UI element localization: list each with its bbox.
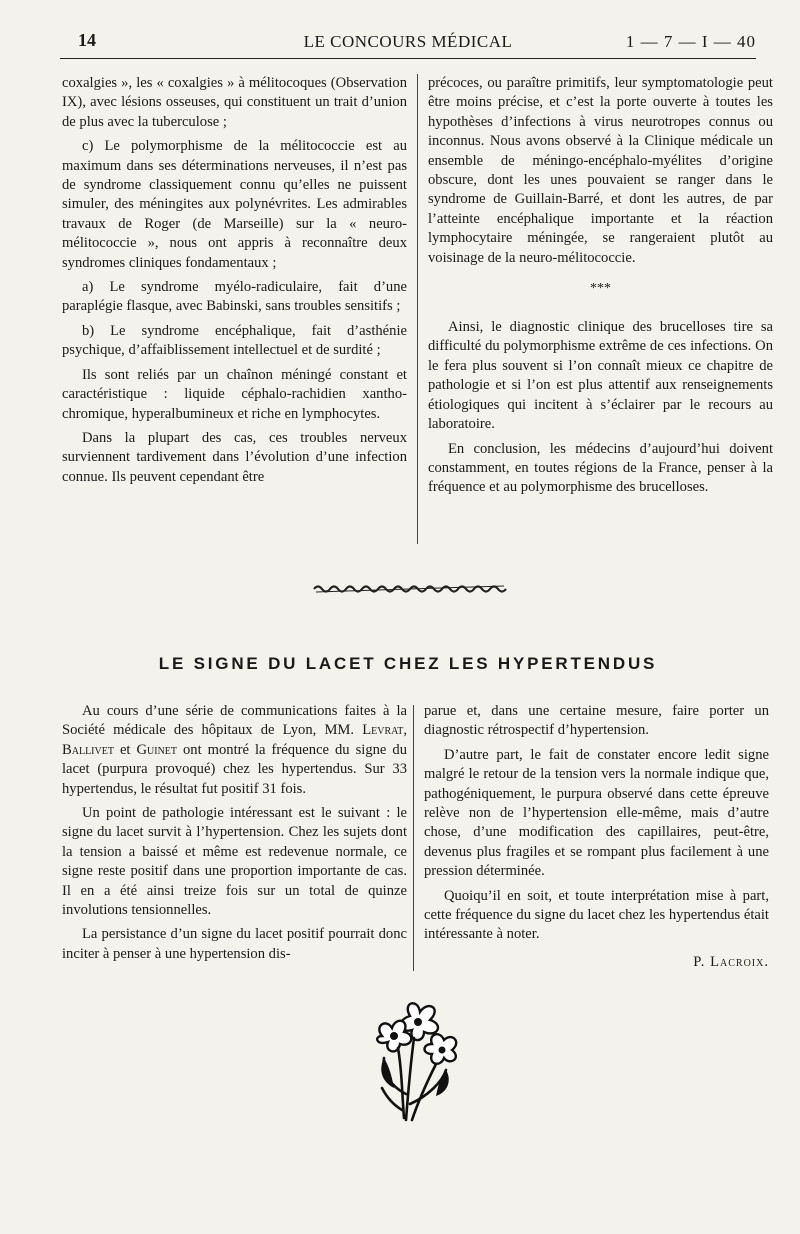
paragraph: Au cours d’une série de communications faites à la Société médicale des hôpitaux de Lyon, MM. Levrat, Ballivet et Guinet ont montré la fréquence du signe du lacet (purpura provoqué) chez les hypertendus. Sur 33 hypertendus, le résultat fut positif 31 fois. — [62, 703, 407, 797]
paragraph: précoces, ou paraître primitifs, leur symptomatologie peut être moins précise, et c’est la porte ouverte à toutes les hypothèses d’infections à virus neurotropes connus ou inconnus. Nous avons observé à la Clinique médicale un ensemble de méningo-encéphalo-myélites d’origine obscure, dont les unes pouvaient se ranger dans le syndrome de Guillain-Barré, et dont les autres, de par l’atteinte encéphalique importante et la réaction lymphocytaire méningée, se rangeraient plutôt au voisinage de la neuro-mélitococcie. — [428, 75, 773, 266]
page-number: 14 — [78, 30, 96, 50]
paragraph: parue et, dans une certaine mesure, faire porter un diagnostic rétrospectif d’hypertension. — [424, 703, 769, 739]
paragraph: c) Le polymorphisme de la mélitococcie est au maximum dans ses déterminations nerveuses, il n’est pas de syndrome classiquement connu qu’elles ne puissent simuler, des méningites aux polynévrites. Les admirables travaux de Roger (de Marseille) sur la « neuro-mélitococcie », nous ont appris à reconnaître deux syndromes cliniques fondamentaux ; — [62, 138, 407, 271]
article2-right-column — [424, 702, 769, 972]
column-divider — [413, 705, 414, 971]
issue-date: 1 — 7 — I — 40 — [625, 32, 756, 51]
paragraph: D’autre part, le fait de constater encore ledit signe malgré le retour de la tension vers la normale indique que, pathogéniquement, le purpura observé dans cette épreuve relève non de l’hypertension elle-même, mais d’autre chose, d’une modification des capillaires, peut-être, devenus plus fragiles et se rompant plus facilement à une pression déterminée. — [424, 746, 769, 880]
header-rule — [60, 58, 756, 59]
paragraph: Quoiqu’il en soit, et toute interprétation mise à part, cette fréquence du signe du lacet chez les hypertendus était intéressante à noter. — [424, 887, 769, 943]
author-name: Levrat — [362, 722, 404, 739]
paragraph: Ils sont reliés par un chaînon méningé constant et caractéristique : liquide céphalo-rachidien xantho-chromique, hyperalbumineux et riche en lymphocytes. — [62, 366, 407, 422]
paragraph: b) Le syndrome encéphalique, fait d’asthénie psychique, d’affaiblissement intellectuel et de surdité ; — [62, 322, 407, 359]
paragraph: coxalgies », les « coxalgies » à mélitocoques (Observation IX), avec lésions osseuses, qui constituent un trait d’union de plus avec la tuberculose ; — [62, 75, 407, 130]
article2-left-column — [62, 702, 407, 969]
article-title: LE SIGNE DU LACET CHEZ LES HYPERTENDUS — [158, 654, 658, 673]
paragraph: a) Le syndrome myélo-radiculaire, fait d’une paraplégie flasque, avec Babinski, sans troubles sensitifs ; — [62, 279, 407, 315]
page-header — [60, 30, 756, 56]
article1-right-column — [428, 74, 773, 503]
asterism: *** — [590, 281, 611, 297]
flower-ornament-icon — [372, 998, 462, 1126]
author-name: Ballivet — [62, 741, 114, 758]
journal-title: LE CONCOURS MÉDICAL — [303, 32, 513, 51]
paragraph: Ainsi, le diagnostic clinique des brucelloses tire sa difficulté du polymorphisme extrême de ces infections. On le fera plus souvent si l’on connaît mieux ce chapitre de pathologie et si l’on est plus attentif aux renseignements étiologiques qui incitent à s’éclairer par le recours au laboratoire. — [428, 319, 773, 433]
paragraph: La persistance d’un signe du lacet positif pourrait donc inciter à penser à une hypertension dis- — [62, 926, 407, 962]
wavy-separator-ornament — [312, 580, 508, 596]
signature: P. Lacroix. — [693, 953, 769, 970]
paragraph: En conclusion, les médecins d’aujourd’hui doivent constamment, en toutes régions de la France, penser à la fréquence et au polymorphisme des brucelloses. — [428, 440, 773, 496]
article1-left-column — [62, 74, 407, 492]
paragraph: Dans la plupart des cas, ces troubles nerveux surviennent tardivement dans l’évolution d’une infection connue. Ils peuvent cependant être — [62, 429, 407, 485]
author-name: Guinet — [136, 741, 178, 758]
column-divider — [417, 74, 418, 544]
paragraph: Un point de pathologie intéressant est le suivant : le signe du lacet survit à l’hypertension. Chez les sujets dont la tension a baissé et même est redevenue normale, ce signe reste positif dans une proportion importante de cas. Il en a été ainsi treize fois sur un total de quinze involutions tensionnelles. — [62, 805, 407, 919]
